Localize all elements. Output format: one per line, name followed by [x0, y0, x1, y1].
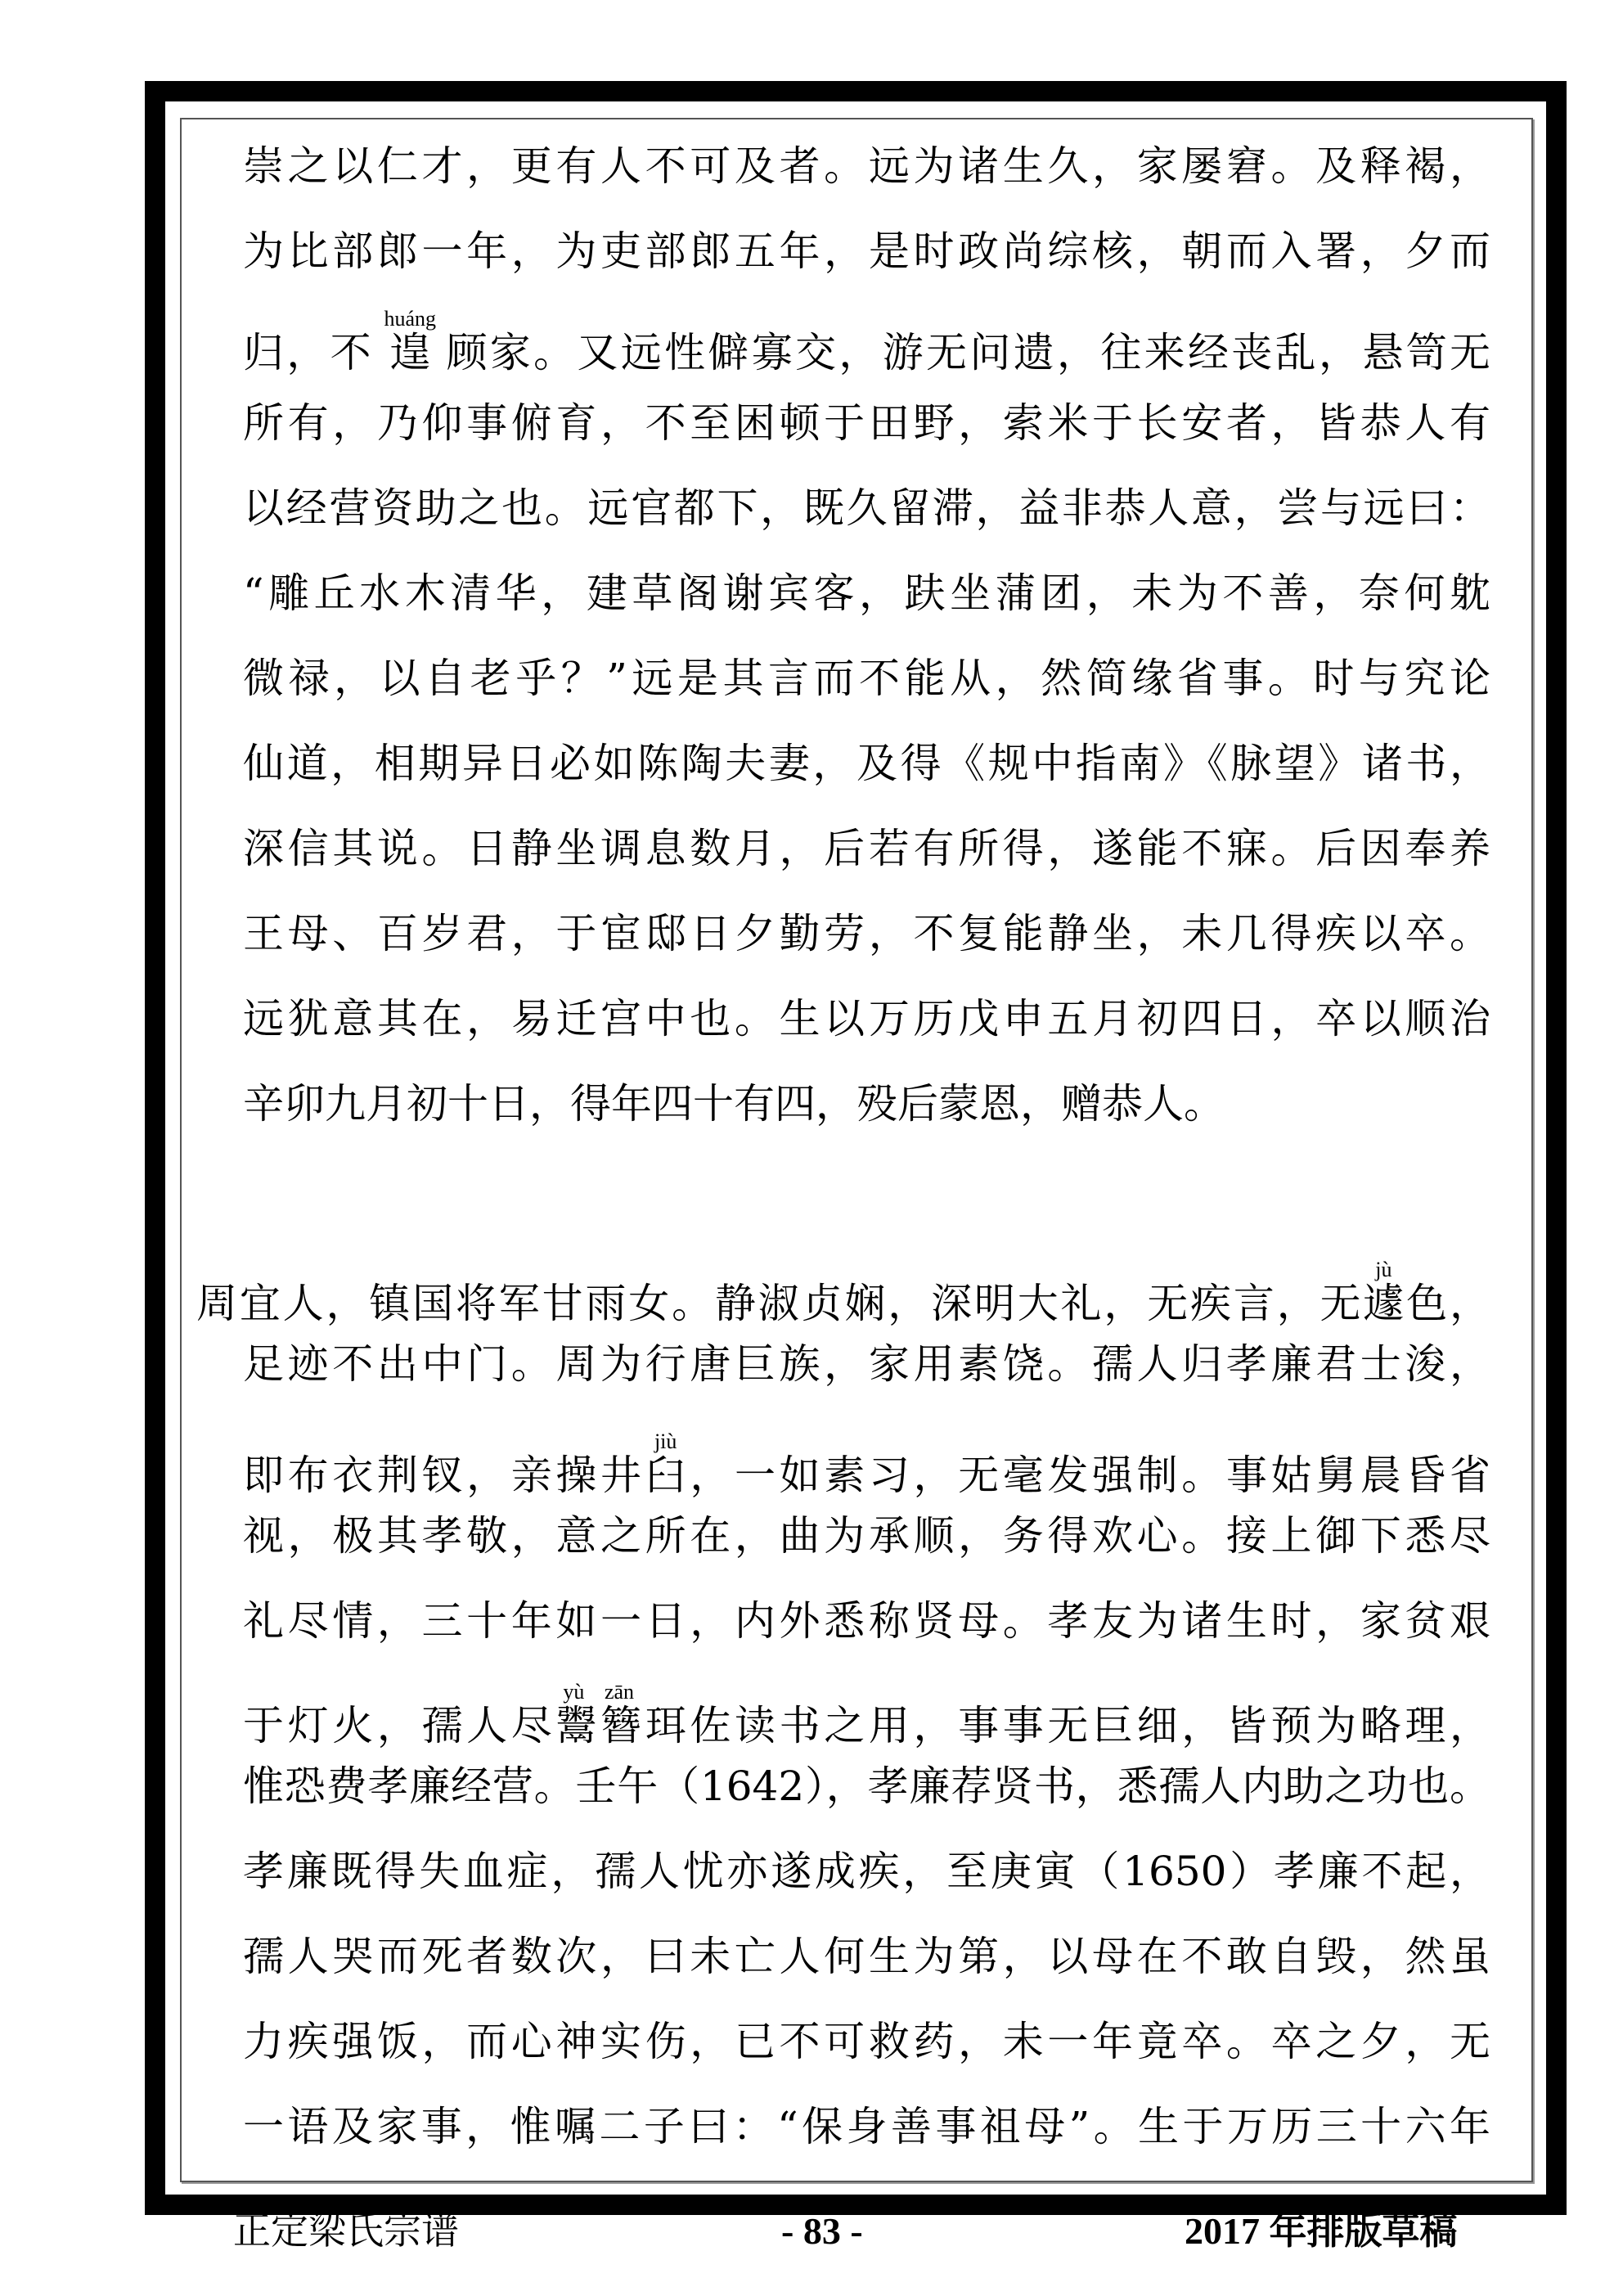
ruby-base: 鬻簪 — [555, 1702, 645, 1749]
text-segment: 惟恐费孝廉经营。壬午（1642），孝廉荐贤书，悉孺人内助之功也。 — [243, 1763, 1490, 1810]
text-segment: 孺人哭而死者数次，曰未亡人何生为第，以母在不敢自毁，然虽 — [243, 1933, 1490, 1980]
text-line — [243, 479, 1490, 537]
text-line — [243, 137, 1490, 195]
text-line — [243, 2013, 1490, 2070]
text-line — [243, 223, 1490, 280]
annotated-character — [1363, 1258, 1407, 1327]
annotated-character — [555, 1680, 645, 1749]
text-line — [243, 307, 1490, 376]
text-line — [196, 1258, 1490, 1327]
text-segment: 仙道，相期异日必如陈陶夫妻，及得《规中指南》《脉望》诸书， — [243, 740, 1490, 787]
text-segment: 孝廉既得失血症，孺人忧亦遂成疾，至庚寅（1650）孝廉不起， — [243, 1848, 1490, 1895]
text-segment: 以经营资助之也。远官都下，既久留滞，益非恭人意，尝与远曰： — [243, 484, 1490, 532]
text-segment: 深信其说。日静坐调息数月，后若有所得，遂能不寐。后因奉养 — [243, 825, 1490, 872]
ruby-base: 遑 — [384, 329, 436, 376]
text-line — [243, 1429, 1491, 1499]
text-line — [243, 650, 1490, 707]
text-line — [243, 1335, 1490, 1393]
text-line — [243, 735, 1490, 792]
footer-book-title: 正定梁氏宗谱 — [233, 2210, 459, 2252]
text-segment: 归，不 — [243, 329, 390, 376]
pinyin-annotation: yù zān — [555, 1680, 642, 1704]
text-line — [243, 2098, 1490, 2155]
text-segment: 礼尽情，三十年如一日，内外悉称贤母。孝友为诸生时，家贫艰 — [243, 1597, 1490, 1645]
text-segment: 为比部郎一年，为吏部郎五年，是时政尚综核，朝而入署，夕而 — [243, 227, 1490, 275]
text-line — [243, 1680, 1491, 1749]
text-segment: ，一如素习，无毫发强制。事姑舅晨昏省 — [690, 1452, 1491, 1499]
text-segment: 于灯火，孺人尽 — [243, 1702, 556, 1749]
text-segment: 辛卯九月初十日，得年四十有四，殁后蒙恩，赠恭人。 — [243, 1080, 1225, 1128]
text-line — [243, 1075, 1490, 1132]
annotated-character — [384, 307, 436, 376]
ruby-base: 遽 — [1363, 1280, 1407, 1327]
text-segment: 所有，乃仰事俯育，不至困顿于田野，索米于长安者，皆恭人有 — [243, 399, 1490, 447]
text-segment: 崇之以仁才，更有人不可及者。远为诸生久，家屡窘。及释褐， — [243, 142, 1490, 190]
text-segment: 足迹不出中门。周为行唐巨族，家用素饶。孺人归孝廉君士浚， — [243, 1340, 1490, 1388]
text-line — [243, 394, 1490, 452]
pinyin-annotation: jiù — [645, 1429, 686, 1453]
text-segment: 色， — [1406, 1280, 1490, 1327]
text-line — [243, 1758, 1490, 1815]
text-segment: 力疾强饭，而心神实伤，已不可救药，未一年竟卒。卒之夕，无 — [243, 2018, 1490, 2065]
text-line — [243, 1507, 1490, 1564]
text-segment: 顾家。又远性僻寡交，游无问遗，往来经丧乱，悬笥无 — [430, 329, 1490, 376]
text-line — [243, 1843, 1490, 1900]
text-line — [243, 565, 1490, 622]
text-segment: 周宜人，镇国将军甘雨女。静淑贞娴，深明大礼，无疾言，无 — [196, 1280, 1364, 1327]
text-segment: 即布衣荆钗，亲操井 — [243, 1452, 645, 1499]
text-segment: 王母、百岁君，于宦邸日夕勤劳，不复能静坐，未几得疾以卒。 — [243, 910, 1490, 957]
footer-page-number: - 83 - — [781, 2210, 863, 2252]
text-line — [243, 905, 1490, 962]
annotated-character — [645, 1429, 690, 1499]
ruby-base: 臼 — [645, 1452, 690, 1499]
text-line — [243, 1928, 1490, 1985]
text-segment: 一语及家事，惟嘱二子曰：“保身善事祖母”。生于万历三十六年 — [243, 2103, 1490, 2150]
text-segment: 视，极其孝敬，意之所在，曲为承顺，务得欢心。接上御下悉尽 — [243, 1512, 1490, 1560]
text-line — [243, 1592, 1490, 1650]
text-segment: 珥佐读书之用，事事无巨细，皆预为略理， — [645, 1702, 1491, 1749]
text-segment: 微禄，以自老乎？”远是其言而不能从，然简缘省事。时与究论 — [243, 655, 1490, 702]
pinyin-annotation: jù — [1363, 1258, 1405, 1281]
text-segment: “雕丘水木清华，建草阁谢宾客，趺坐蒲团，未为不善，奈何躭 — [243, 569, 1490, 617]
text-line — [243, 990, 1490, 1047]
footer-draft-note: 2017 年排版草稿 — [1185, 2210, 1458, 2252]
text-line — [243, 820, 1490, 877]
pinyin-annotation: huáng — [384, 307, 436, 331]
text-segment: 远犹意其在，易迁宫中也。生以万历戊申五月初四日，卒以顺治 — [243, 995, 1490, 1042]
